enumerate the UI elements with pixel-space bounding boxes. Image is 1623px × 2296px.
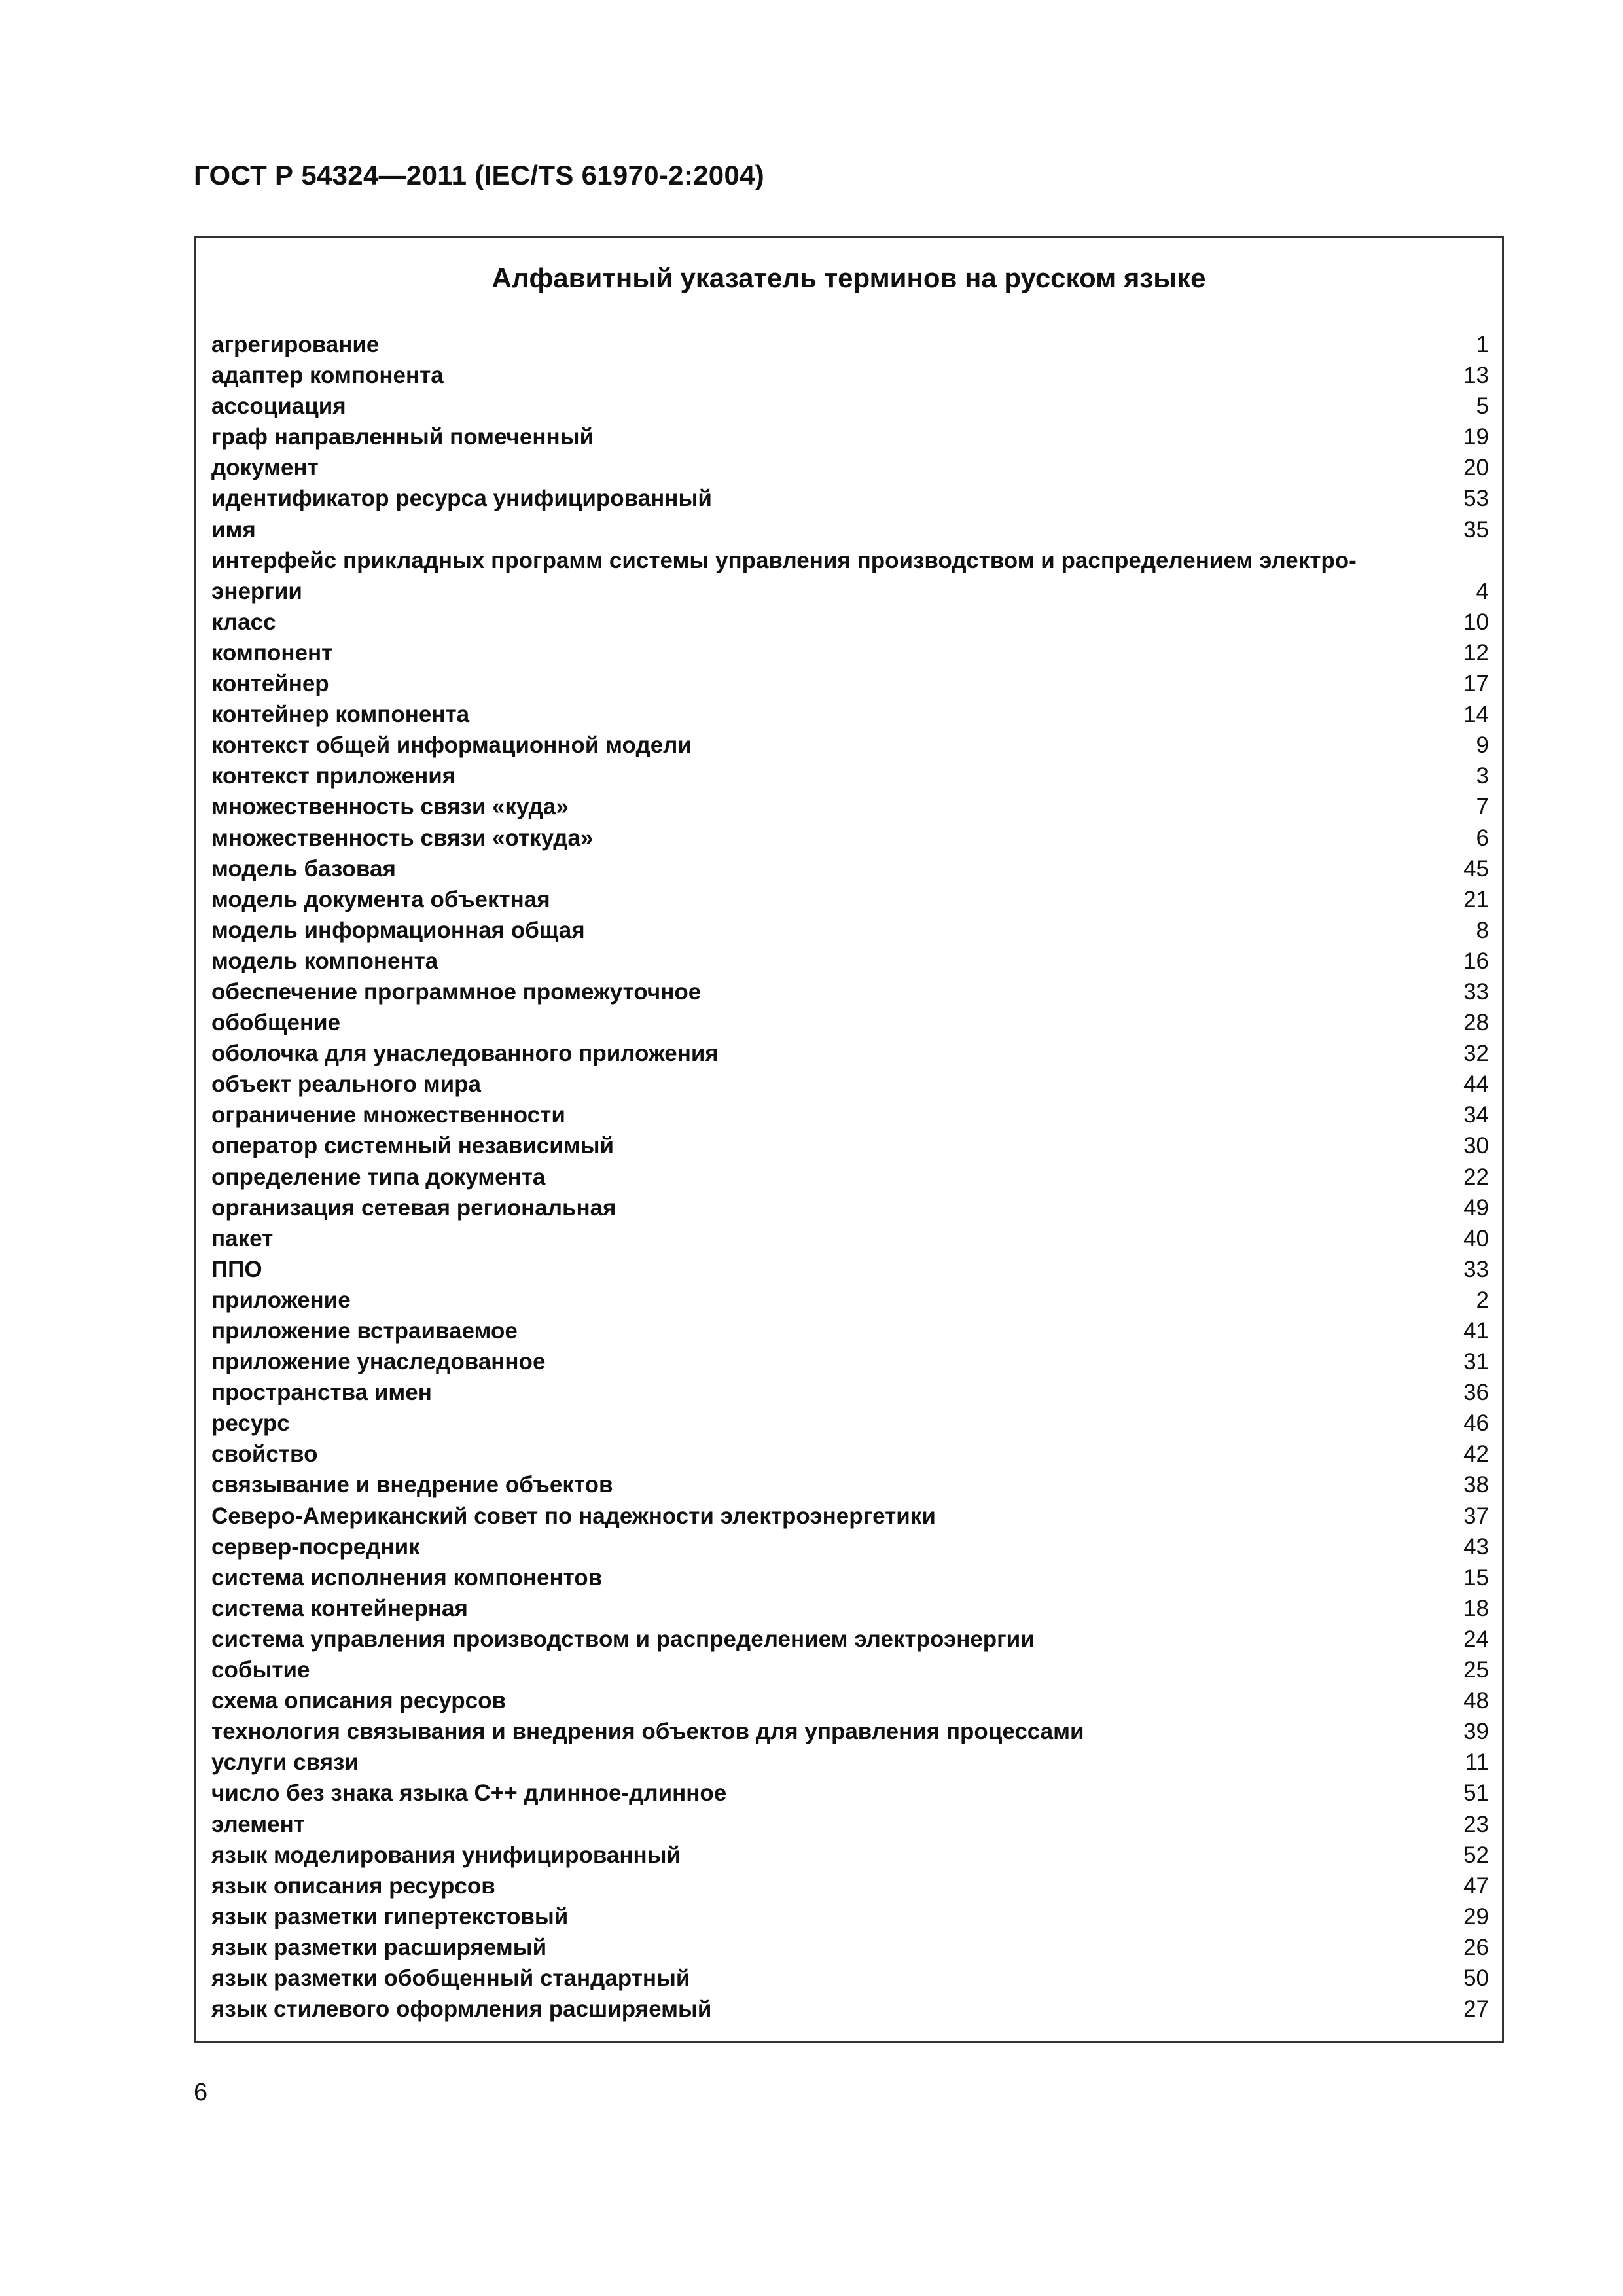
index-term: сервер-посредник	[211, 1534, 420, 1560]
index-term-number: 5	[1476, 393, 1489, 420]
index-term: ППО	[211, 1256, 262, 1282]
index-term: услуги связи	[211, 1749, 359, 1776]
index-term: система исполнения компонентов	[211, 1564, 603, 1590]
index-entry	[211, 730, 1489, 761]
index-term-number: 10	[1463, 609, 1489, 635]
index-term-number: 11	[1465, 1749, 1489, 1776]
index-term: контейнер	[211, 671, 329, 697]
index-term: модель документа объектная	[211, 886, 550, 912]
index-term-number: 4	[1476, 578, 1489, 604]
index-term-number: 28	[1463, 1010, 1489, 1036]
index-term-number: 48	[1463, 1688, 1489, 1714]
index-frame	[194, 236, 1504, 2043]
index-term: пакет	[211, 1225, 274, 1251]
document-header: ГОСТ Р 54324—2011 (IEC/TS 61970-2:2004)	[194, 160, 765, 190]
index-term: организация сетевая региональная	[211, 1194, 616, 1221]
index-term: элемент	[211, 1811, 305, 1837]
index-entry	[211, 1377, 1489, 1408]
index-term: связывание и внедрение объектов	[211, 1472, 613, 1498]
index-term: обеспечение программное промежуточное	[211, 978, 702, 1005]
index-entry	[211, 483, 1489, 514]
index-term: идентификатор ресурса унифицированный	[211, 486, 712, 512]
index-term: событие	[211, 1657, 310, 1683]
index-entry	[211, 360, 1489, 391]
index-entry	[211, 1316, 1489, 1346]
index-term: объект реального мира	[211, 1071, 481, 1098]
index-entry	[211, 1747, 1489, 1778]
index-entry	[211, 1100, 1489, 1130]
index-term-number: 36	[1463, 1380, 1489, 1406]
index-term-number: 49	[1463, 1194, 1489, 1221]
index-term: оператор системный независимый	[211, 1133, 615, 1159]
index-entry	[211, 422, 1489, 452]
index-term: обобщение	[211, 1010, 341, 1036]
index-entry	[211, 946, 1489, 977]
index-entry	[211, 1223, 1489, 1254]
index-term: язык стилевого оформления расширяемый	[211, 1996, 712, 2022]
index-term: имя	[211, 516, 256, 543]
index-term: интерфейс прикладных программ системы управления производством и распределением электро- энергии	[211, 547, 1357, 604]
index-term-number: 15	[1463, 1564, 1489, 1590]
index-entry	[211, 1685, 1489, 1716]
index-term: граф направленный помеченный	[211, 424, 594, 450]
index-term: свойство	[211, 1441, 318, 1467]
index-term-number: 20	[1463, 455, 1489, 481]
index-term: язык разметки гипертекстовый	[211, 1903, 569, 1929]
index-term-number: 38	[1463, 1472, 1489, 1498]
index-term-number: 43	[1463, 1534, 1489, 1560]
index-term: число без знака языка С++ длинное-длинное	[211, 1780, 727, 1806]
index-term: система управления производством и распределением электроэнергии	[211, 1626, 1035, 1652]
index-term-number: 26	[1463, 1934, 1489, 1960]
index-entry	[211, 791, 1489, 822]
index-term-number: 8	[1476, 917, 1489, 943]
index-term-number: 50	[1463, 1965, 1489, 1991]
index-term: ресурс	[211, 1410, 290, 1437]
index-term-number: 6	[1476, 825, 1489, 851]
index-entry	[211, 1562, 1489, 1593]
index-term-number: 14	[1463, 702, 1489, 728]
page-number: 6	[194, 2079, 208, 2106]
index-term: язык моделирования унифицированный	[211, 1842, 681, 1868]
index-term: схема описания ресурсов	[211, 1688, 507, 1714]
index-term-number: 37	[1463, 1503, 1489, 1529]
index-term: модель компонента	[211, 948, 438, 974]
index-entry	[211, 761, 1489, 791]
index-entry	[211, 1130, 1489, 1161]
index-term: множественность связи «откуда»	[211, 825, 594, 851]
index-entry	[211, 637, 1489, 668]
index-term-number: 39	[1463, 1719, 1489, 1745]
index-entry	[211, 1069, 1489, 1100]
index-term-number: 29	[1463, 1903, 1489, 1929]
index-entry	[211, 1162, 1489, 1193]
index-entry	[211, 1901, 1489, 1932]
index-entry	[211, 452, 1489, 483]
index-term-number: 9	[1476, 732, 1489, 759]
index-entry	[211, 1809, 1489, 1840]
index-term: технология связывания и внедрения объектов для управления процессами	[211, 1719, 1084, 1745]
index-term: адаптер компонента	[211, 363, 444, 389]
index-title: Алфавитный указатель терминов на русском языке	[491, 262, 1206, 293]
index-term-number: 18	[1463, 1595, 1489, 1621]
index-entry	[211, 977, 1489, 1007]
index-entry	[211, 1501, 1489, 1532]
index-entry	[211, 1038, 1489, 1069]
index-term-number: 22	[1463, 1164, 1489, 1190]
index-term-number: 1	[1476, 332, 1489, 357]
index-term-number: 31	[1463, 1349, 1489, 1375]
index-term-number: 42	[1463, 1441, 1489, 1467]
index-entry	[211, 1994, 1489, 2024]
index-entry	[211, 668, 1489, 699]
index-term-number: 52	[1463, 1842, 1489, 1868]
index-term-number: 33	[1463, 1256, 1489, 1282]
index-term: оболочка для унаследованного приложения	[211, 1041, 719, 1067]
index-entry	[211, 1285, 1489, 1316]
index-entry	[211, 1778, 1489, 1808]
index-entry	[211, 391, 1489, 422]
index-entry	[211, 1532, 1489, 1562]
index-term-number: 21	[1463, 886, 1489, 912]
index-entry	[211, 1593, 1489, 1624]
index-term-number: 32	[1463, 1041, 1489, 1067]
index-entry	[211, 1346, 1489, 1377]
index-entry	[211, 1716, 1489, 1747]
index-term-number: 40	[1463, 1225, 1489, 1251]
index-term-number: 33	[1463, 978, 1489, 1005]
index-entry	[211, 1655, 1489, 1685]
index-list	[211, 329, 1489, 2024]
index-term: система контейнерная	[211, 1595, 468, 1621]
index-term: язык разметки обобщенный стандартный	[211, 1965, 690, 1991]
index-term-number: 24	[1463, 1626, 1489, 1652]
index-term: агрегирование	[211, 332, 380, 357]
index-term: приложение	[211, 1287, 351, 1313]
index-term-number: 25	[1463, 1657, 1489, 1683]
index-entry	[211, 1469, 1489, 1500]
index-term-number: 47	[1463, 1873, 1489, 1899]
index-term-number: 17	[1463, 671, 1489, 697]
index-term-number: 30	[1463, 1133, 1489, 1159]
index-term-number: 7	[1476, 794, 1489, 820]
index-term: компонент	[211, 639, 333, 666]
index-term-number: 23	[1463, 1811, 1489, 1837]
index-term-number: 44	[1463, 1071, 1489, 1098]
index-term-number: 51	[1463, 1780, 1489, 1806]
index-term: язык описания ресурсов	[211, 1873, 495, 1899]
index-term-number: 34	[1463, 1102, 1489, 1128]
index-entry	[211, 1840, 1489, 1871]
index-entry	[211, 1439, 1489, 1469]
index-term-number: 16	[1463, 948, 1489, 974]
index-entry	[211, 823, 1489, 853]
index-term-number: 45	[1463, 855, 1489, 882]
index-term: документ	[211, 455, 319, 481]
index-term-number: 19	[1463, 424, 1489, 450]
index-term: ассоциация	[211, 393, 346, 420]
index-entry	[211, 514, 1489, 545]
index-entry	[211, 1193, 1489, 1223]
index-entry	[211, 1408, 1489, 1439]
index-entry	[211, 884, 1489, 915]
index-term: модель информационная общая	[211, 917, 585, 943]
index-term: класс	[211, 609, 276, 635]
index-entry	[211, 607, 1489, 637]
index-entry	[211, 545, 1489, 607]
index-term: приложение унаследованное	[211, 1349, 546, 1375]
index-term-number: 27	[1463, 1996, 1489, 2022]
index-term: ограничение множественности	[211, 1102, 565, 1128]
index-entry	[211, 1932, 1489, 1963]
index-entry	[211, 1871, 1489, 1901]
index-term: множественность связи «куда»	[211, 794, 569, 820]
index-term: язык разметки расширяемый	[211, 1934, 547, 1960]
index-term: приложение встраиваемое	[211, 1318, 518, 1344]
index-term: модель базовая	[211, 855, 396, 882]
index-term: пространства имен	[211, 1380, 432, 1406]
index-entry	[211, 1963, 1489, 1994]
index-term-number: 35	[1463, 516, 1489, 543]
index-entry	[211, 329, 1489, 360]
index-term-number: 13	[1463, 363, 1489, 389]
index-term: контекст приложения	[211, 763, 456, 789]
index-term: контекст общей информационной модели	[211, 732, 692, 759]
index-entry	[211, 699, 1489, 730]
index-entry	[211, 1254, 1489, 1285]
index-term-number: 46	[1463, 1410, 1489, 1437]
index-entry	[211, 1624, 1489, 1655]
index-term: Северо-Американский совет по надежности электроэнергетики	[211, 1503, 936, 1529]
index-term-number: 41	[1463, 1318, 1489, 1344]
index-entry	[211, 853, 1489, 884]
index-term-number: 2	[1476, 1287, 1489, 1313]
index-term-number: 53	[1463, 486, 1489, 512]
index-entry	[211, 1007, 1489, 1038]
index-term: контейнер компонента	[211, 702, 470, 728]
index-term: определение типа документа	[211, 1164, 546, 1190]
index-term-number: 12	[1463, 639, 1489, 666]
index-term-number: 3	[1476, 763, 1489, 789]
index-entry	[211, 915, 1489, 946]
